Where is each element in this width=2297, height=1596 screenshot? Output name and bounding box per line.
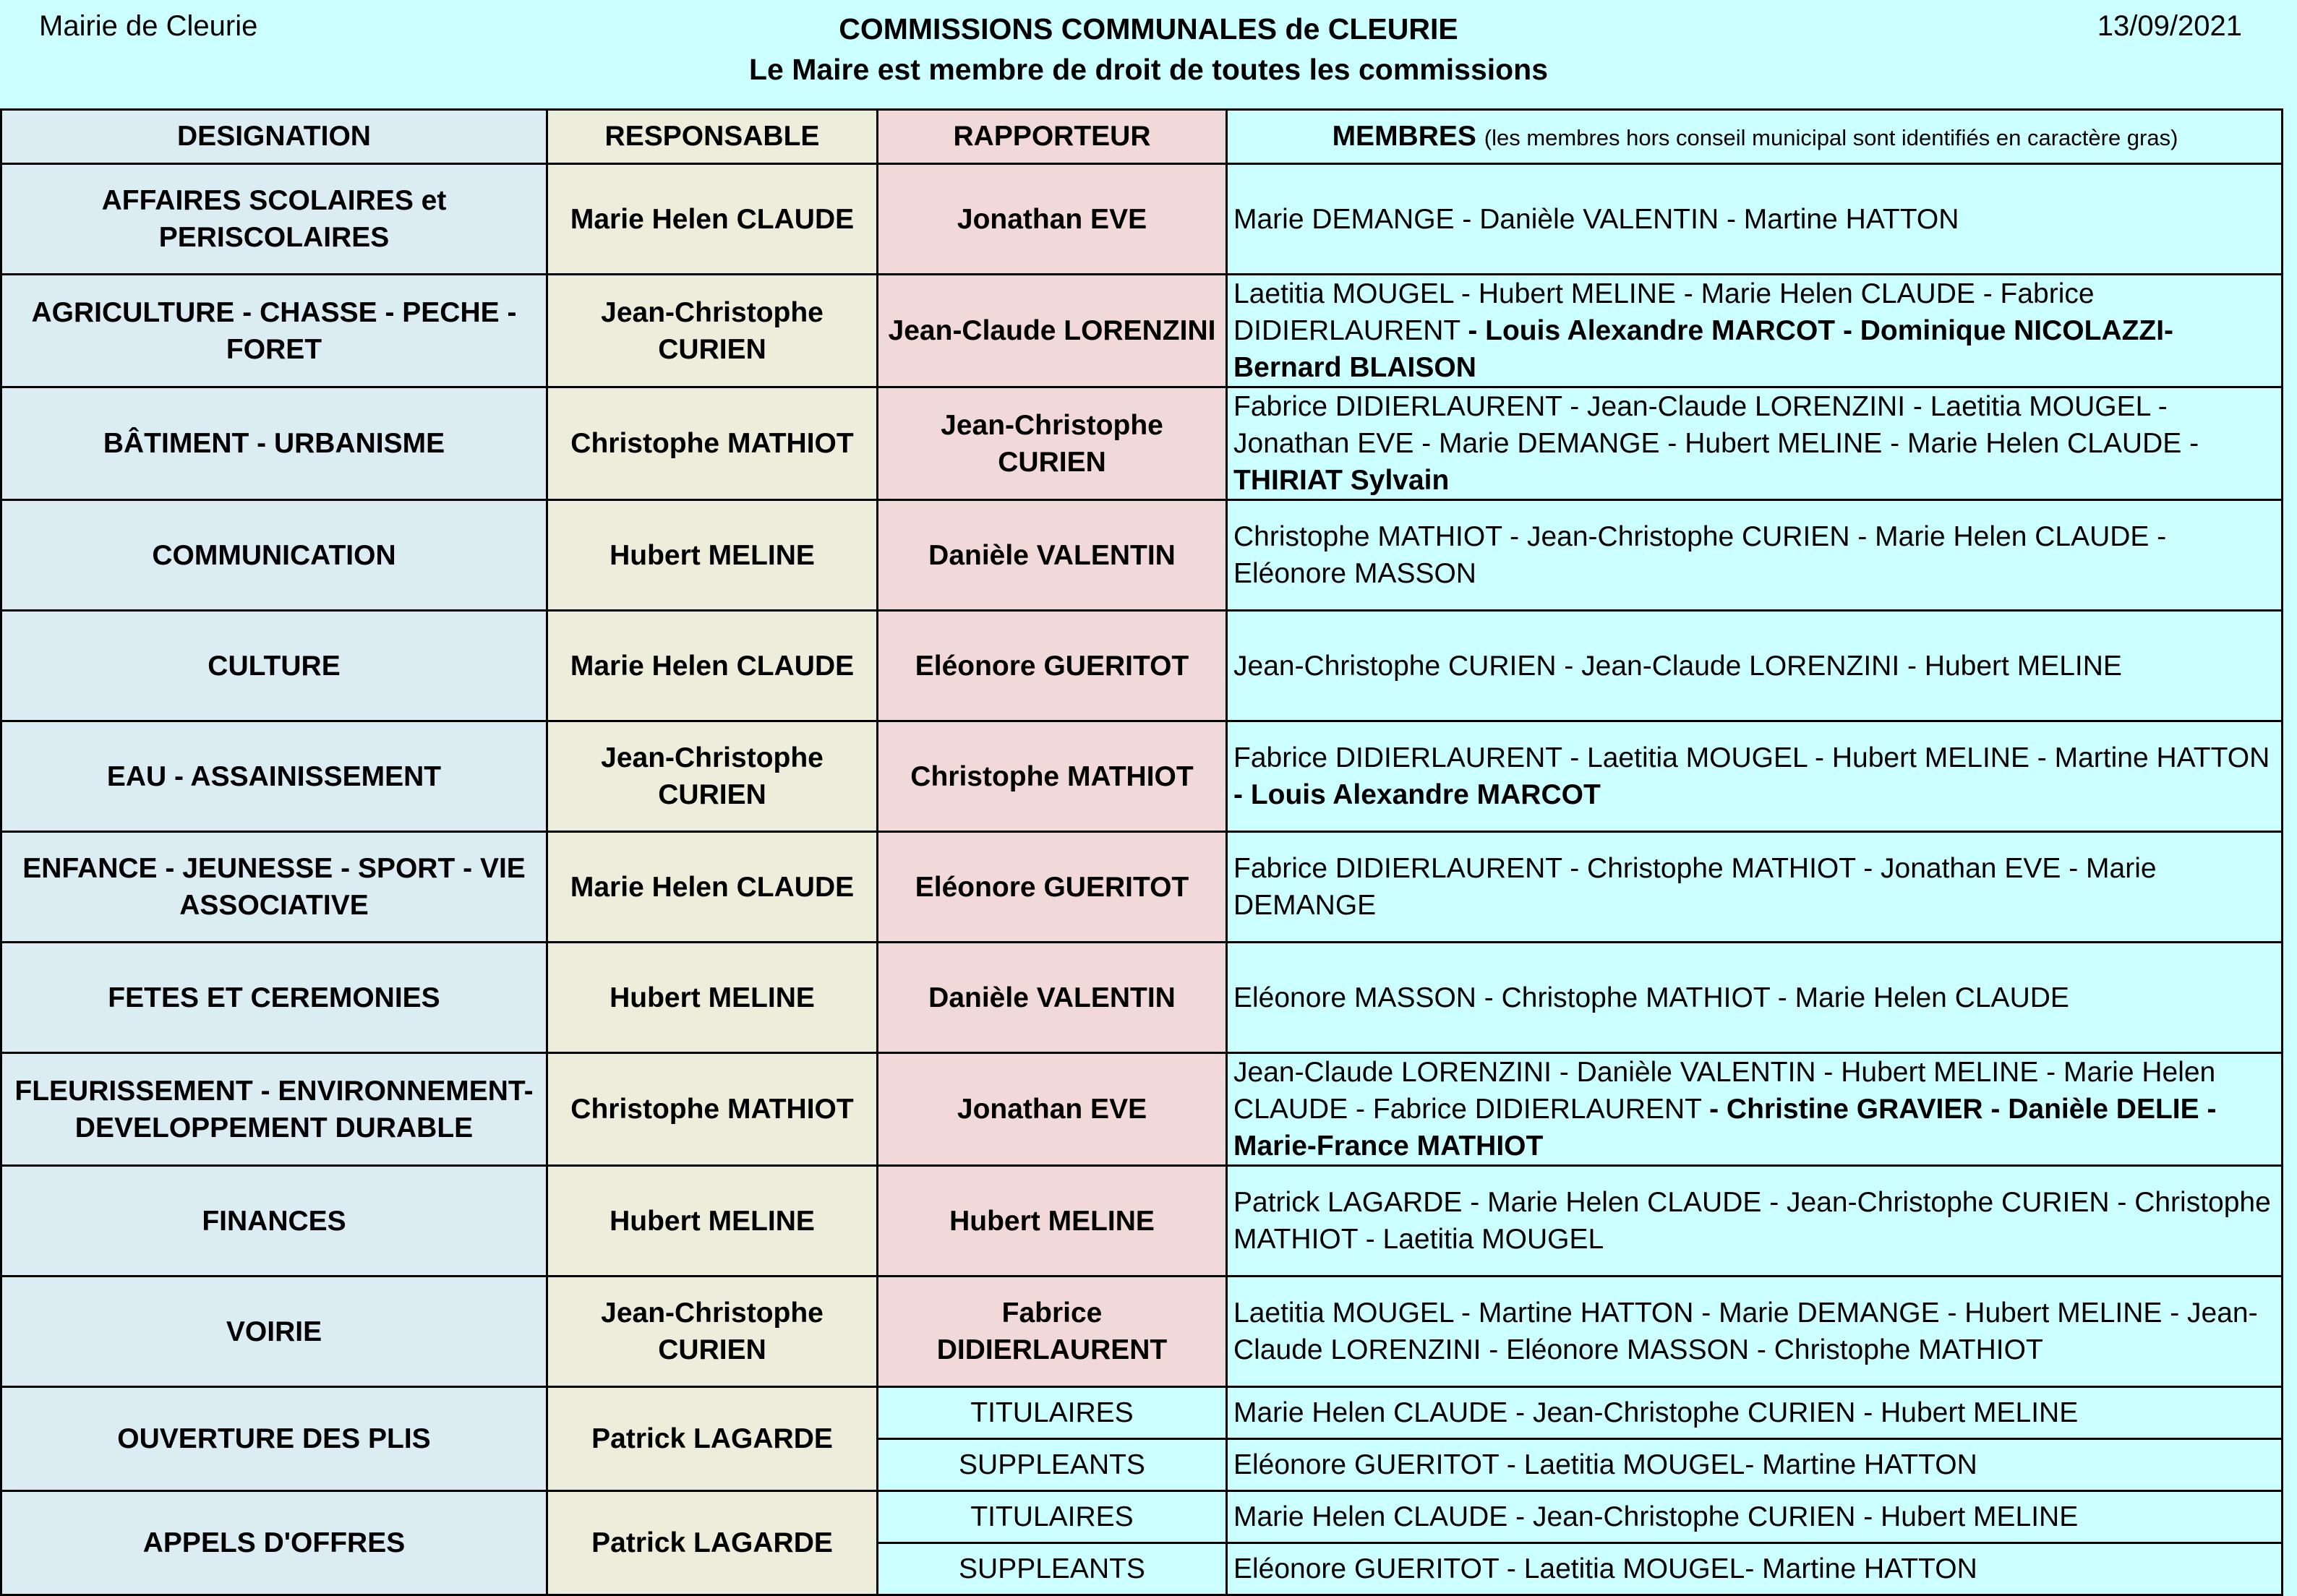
responsable-cell: Hubert MELINE — [547, 1166, 878, 1277]
members-cell — [1227, 1277, 2283, 1387]
responsable-cell: Marie Helen CLAUDE — [547, 611, 878, 721]
table-row — [1, 500, 2283, 611]
designation-cell: CULTURE — [1, 611, 547, 721]
header-rapporteur: RAPPORTEUR — [878, 110, 1227, 164]
designation-cell: AFFAIRES SCOLAIRES et PERISCOLAIRES — [1, 164, 547, 275]
designation-cell: FETES ET CEREMONIES — [1, 943, 547, 1053]
members-text: Eléonore MASSON - Christophe MATHIOT - Marie Helen CLAUDE — [1233, 982, 2069, 1013]
members-cell — [1227, 611, 2283, 721]
header-designation: DESIGNATION — [1, 110, 547, 164]
members-cell — [1227, 1166, 2283, 1277]
header-membres-label: MEMBRES — [1332, 121, 1476, 152]
table-header-row — [1, 110, 2283, 164]
members-cell — [1227, 387, 2283, 500]
members-external-text: THIRIAT Sylvain — [1233, 465, 1450, 496]
table-row — [1, 943, 2283, 1053]
page-title-block — [0, 9, 2297, 90]
mairie-label: Mairie de Cleurie — [39, 10, 258, 42]
members-text: Marie DEMANGE - Danièle VALENTIN - Martine HATTON — [1233, 203, 1959, 235]
members-text: Jean-Claude LORENZINI - Danièle VALENTIN - Hubert MELINE - Marie Helen CLAUDE - Fabrice DIDIERLAURENT — [1233, 1057, 2216, 1125]
designation-cell: ENFANCE - JEUNESSE - SPORT - VIE ASSOCIATIVE — [1, 832, 547, 943]
members-external-text: - Louis Alexandre MARCOT - Dominique NICOLAZZI- Bernard BLAISON — [1233, 315, 2174, 383]
members-text: Laetitia MOUGEL - Hubert MELINE - Marie Helen CLAUDE - Fabrice DIDIERLAURENT — [1233, 278, 2095, 346]
designation-cell: EAU - ASSAINISSEMENT — [1, 721, 547, 832]
members-cell — [1227, 721, 2283, 832]
table-row — [1, 1053, 2283, 1166]
members-cell — [1227, 943, 2283, 1053]
table-row — [1, 1166, 2283, 1277]
members-text: Fabrice DIDIERLAURENT - Laetitia MOUGEL - Hubert MELINE - Martine HATTON — [1233, 742, 2270, 773]
titulaires-members: Marie Helen CLAUDE - Jean-Christophe CURIEN - Hubert MELINE — [1227, 1387, 2283, 1439]
page-title: COMMISSIONS COMMUNALES de CLEURIE — [839, 12, 1458, 46]
designation-cell: COMMUNICATION — [1, 500, 547, 611]
designation-cell: AGRICULTURE - CHASSE - PECHE - FORET — [1, 275, 547, 387]
members-cell — [1227, 500, 2283, 611]
responsable-cell: Christophe MATHIOT — [547, 1053, 878, 1166]
responsable-cell: Jean-Christophe CURIEN — [547, 1277, 878, 1387]
members-external-text: - Louis Alexandre MARCOT — [1233, 779, 1601, 810]
page-subtitle: Le Maire est membre de droit de toutes les commissions — [748, 53, 1549, 86]
responsable-cell: Patrick LAGARDE — [547, 1491, 878, 1595]
responsable-cell: Christophe MATHIOT — [547, 387, 878, 500]
table-row — [1, 1387, 2283, 1439]
rapporteur-cell: Christophe MATHIOT — [878, 721, 1227, 832]
members-cell — [1227, 275, 2283, 387]
members-cell — [1227, 832, 2283, 943]
designation-cell: BÂTIMENT - URBANISME — [1, 387, 547, 500]
members-cell — [1227, 1053, 2283, 1166]
header-membres-note: (les membres hors conseil municipal sont identifiés en caractère gras) — [1484, 125, 2178, 150]
date-label: 13/09/2021 — [2097, 10, 2242, 42]
rapporteur-cell: Eléonore GUERITOT — [878, 832, 1227, 943]
members-cell — [1227, 164, 2283, 275]
members-external-text: - Christine GRAVIER - Danièle DELIE - Marie-France MATHIOT — [1233, 1094, 2217, 1162]
table-row — [1, 1277, 2283, 1387]
responsable-cell: Marie Helen CLAUDE — [547, 164, 878, 275]
suppleants-label: SUPPLEANTS — [878, 1439, 1227, 1491]
rapporteur-cell: Danièle VALENTIN — [878, 943, 1227, 1053]
table-row — [1, 1491, 2283, 1543]
table-row — [1, 611, 2283, 721]
responsable-cell: Marie Helen CLAUDE — [547, 832, 878, 943]
members-text: Fabrice DIDIERLAURENT - Jean-Claude LORENZINI - Laetitia MOUGEL - Jonathan EVE - Marie DEMANGE - Hubert MELINE - Marie Helen CLAUDE - — [1233, 391, 2199, 459]
designation-cell: FLEURISSEMENT - ENVIRONNEMENT- DEVELOPPEMENT DURABLE — [1, 1053, 547, 1166]
members-text: Fabrice DIDIERLAURENT - Christophe MATHIOT - Jonathan EVE - Marie DEMANGE — [1233, 853, 2157, 921]
designation-cell: FINANCES — [1, 1166, 547, 1277]
header-responsable: RESPONSABLE — [547, 110, 878, 164]
suppleants-members: Eléonore GUERITOT - Laetitia MOUGEL- Martine HATTON — [1227, 1439, 2283, 1491]
designation-cell: VOIRIE — [1, 1277, 547, 1387]
rapporteur-cell: Jean-Christophe CURIEN — [878, 387, 1227, 500]
rapporteur-cell: Eléonore GUERITOT — [878, 611, 1227, 721]
suppleants-members: Eléonore GUERITOT - Laetitia MOUGEL- Martine HATTON — [1227, 1543, 2283, 1595]
members-text: Laetitia MOUGEL - Martine HATTON - Marie DEMANGE - Hubert MELINE - Jean-Claude LORENZINI - Eléonore MASSON - Christophe MATHIOT — [1233, 1297, 2258, 1365]
suppleants-label: SUPPLEANTS — [878, 1543, 1227, 1595]
members-text: Patrick LAGARDE - Marie Helen CLAUDE - Jean-Christophe CURIEN - Christophe MATHIOT - Laetitia MOUGEL — [1233, 1187, 2271, 1255]
table-row — [1, 721, 2283, 832]
rapporteur-cell: Danièle VALENTIN — [878, 500, 1227, 611]
designation-cell: OUVERTURE DES PLIS — [1, 1387, 547, 1491]
rapporteur-cell: Hubert MELINE — [878, 1166, 1227, 1277]
members-text: Jean-Christophe CURIEN - Jean-Claude LORENZINI - Hubert MELINE — [1233, 650, 2122, 682]
titulaires-label: TITULAIRES — [878, 1387, 1227, 1439]
designation-cell: APPELS D'OFFRES — [1, 1491, 547, 1595]
table-row — [1, 387, 2283, 500]
header-membres — [1227, 110, 2283, 164]
table-row — [1, 832, 2283, 943]
rapporteur-cell: Fabrice DIDIERLAURENT — [878, 1277, 1227, 1387]
responsable-cell: Hubert MELINE — [547, 500, 878, 611]
table-row — [1, 164, 2283, 275]
rapporteur-cell: Jonathan EVE — [878, 1053, 1227, 1166]
commissions-table — [0, 108, 2283, 1596]
responsable-cell: Jean-Christophe CURIEN — [547, 275, 878, 387]
titulaires-members: Marie Helen CLAUDE - Jean-Christophe CURIEN - Hubert MELINE — [1227, 1491, 2283, 1543]
responsable-cell: Patrick LAGARDE — [547, 1387, 878, 1491]
rapporteur-cell: Jean-Claude LORENZINI — [878, 275, 1227, 387]
responsable-cell: Hubert MELINE — [547, 943, 878, 1053]
members-text: Christophe MATHIOT - Jean-Christophe CURIEN - Marie Helen CLAUDE - Eléonore MASSON — [1233, 521, 2167, 589]
table-row — [1, 275, 2283, 387]
responsable-cell: Jean-Christophe CURIEN — [547, 721, 878, 832]
titulaires-label: TITULAIRES — [878, 1491, 1227, 1543]
rapporteur-cell: Jonathan EVE — [878, 164, 1227, 275]
